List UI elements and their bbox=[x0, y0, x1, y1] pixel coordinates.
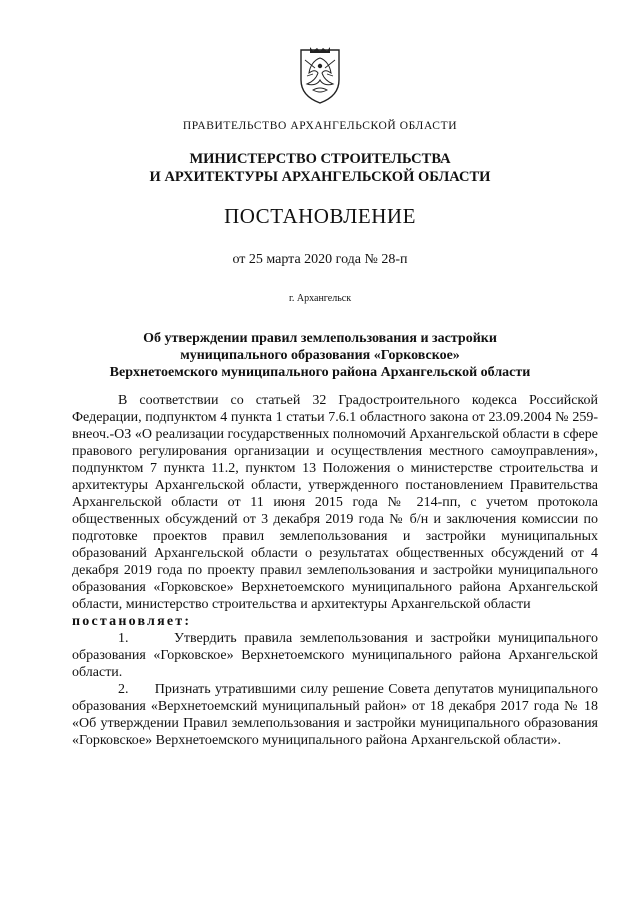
subject-line2: муниципального образования «Горковское» bbox=[180, 348, 460, 363]
resolution-item-2: 2. Признать утратившими силу решение Совета депутатов муниципального образования «Верхнетоемский муниципальный район» от 18 декабря 2017 года № 18 «Об утверждении Правил землепользования и застройки муниципального образования «Горковское» Верхнетоемского муниципального района Архангельской области». bbox=[72, 682, 598, 748]
ministry-name-line1: МИНИСТЕРСТВО СТРОИТЕЛЬСТВА bbox=[189, 151, 451, 167]
document-body bbox=[72, 392, 598, 749]
ministry-name-line2: И АРХИТЕКТУРЫ АРХАНГЕЛЬСКОЙ ОБЛАСТИ bbox=[149, 169, 491, 185]
document-subject bbox=[0, 330, 640, 381]
government-name: ПРАВИТЕЛЬСТВО АРХАНГЕЛЬСКОЙ ОБЛАСТИ bbox=[182, 120, 458, 132]
resolution-item-1: 1. Утвердить правила землепользования и застройки муниципального образования «Горковское» Верхнетоемского муниципального района Архангельской области. bbox=[72, 631, 598, 680]
subject-line3: Верхнетоемского муниципального района Архангельской области bbox=[109, 365, 531, 380]
document-type: ПОСТАНОВЛЕНИЕ bbox=[224, 204, 416, 228]
resolves-word: постановляет: bbox=[72, 614, 192, 629]
ministry-name bbox=[0, 150, 640, 186]
subject-line1: Об утверждении правил землепользования и застройки bbox=[143, 331, 497, 346]
document-date-number: от 25 марта 2020 года № 28-п bbox=[232, 252, 408, 267]
preamble-paragraph: В соответствии со статьей 32 Градостроительного кодекса Российской Федерации, подпунктом 4 пункта 1 статьи 7.6.1 областного закона от 23.09.2004 № 259-внеоч.-ОЗ «О реализации государственных полномочий Архангельской области в сфере правового регулирования организации и осуществления местного самоуправления», подпунктом 7 пункта 11.2, пунктом 13 Положения о министерстве строительства и архитектуры Архангельской области, утвержденного постановлением Правительства Архангельской области от 11 июня 2015 года № 214-пп, с учетом протокола общественных обсуждений от 3 декабря 2019 года № б/н и заключения комиссии по подготовке проектов правил землепользования и застройки муниципальных образований Архангельской области о результатах общественных обсуждений от 4 декабря 2019 года по проекту правил землепользования и застройки муниципального образования «Горковское» Верхнетоемского муниципального района Архангельской области, министерство строительства и архитектуры Архангельской области bbox=[72, 393, 598, 612]
coat-of-arms-emblem bbox=[295, 46, 345, 106]
document-city: г. Архангельск bbox=[288, 293, 352, 304]
